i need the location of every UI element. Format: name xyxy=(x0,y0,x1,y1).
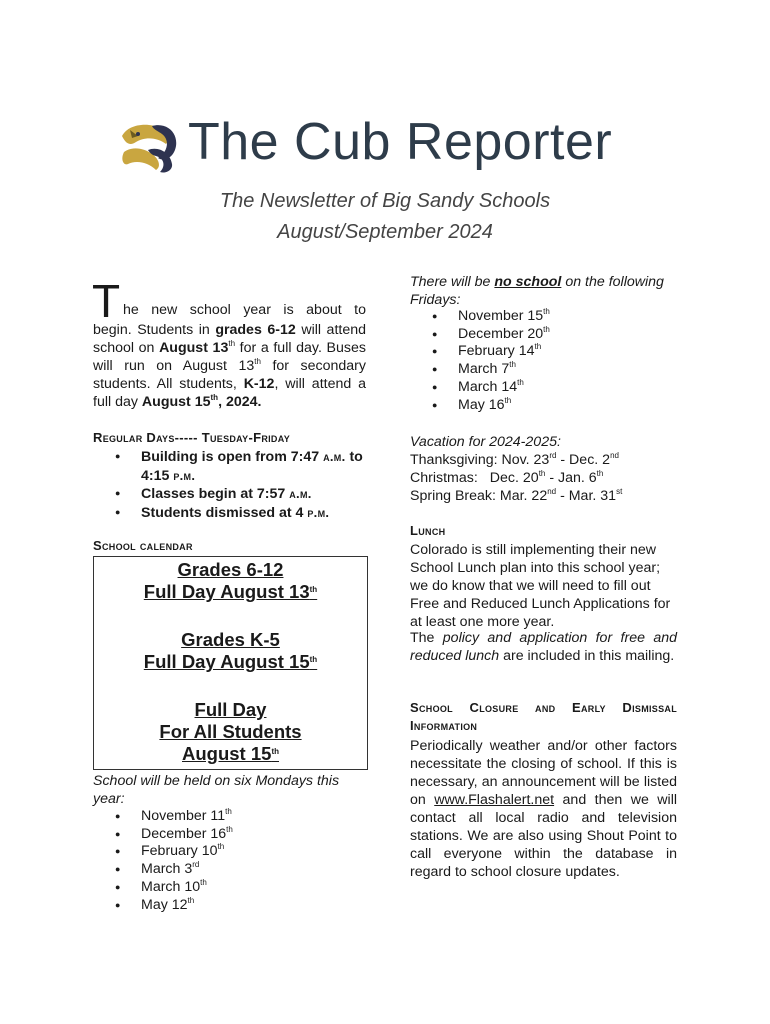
mondays-list xyxy=(93,808,343,914)
calendar-line: Grades K-5 xyxy=(181,629,280,650)
lunch-policy-paragraph: The policy and application for free and reduced lunch are included in this mailing. xyxy=(410,630,677,664)
school-calendar-heading: School calendar xyxy=(93,538,193,553)
list-item: ● March 14th xyxy=(410,379,660,397)
list-item: ● February 14th xyxy=(410,343,660,361)
list-item: ● May 16th xyxy=(410,397,660,415)
newsletter-title: The Cub Reporter xyxy=(188,113,613,171)
school-calendar-box xyxy=(93,556,368,770)
drop-cap: T xyxy=(92,275,121,327)
calendar-line: Full Day August 15th xyxy=(143,651,318,672)
calendar-line: Grades 6-12 xyxy=(177,559,284,580)
calendar-line: For All Students xyxy=(159,721,302,742)
calendar-line: August 15th xyxy=(182,743,279,764)
list-item: ● December 16th xyxy=(93,826,343,844)
regular-days-list xyxy=(93,448,373,523)
mondays-text: School will be held on six Mondays this year: xyxy=(93,773,340,807)
list-item: ● Building is open from 7:47 a.m. to 4:15 p.m. xyxy=(93,448,373,485)
cub-logo-icon xyxy=(118,122,180,174)
vacation-thanksgiving: Thanksgiving: Nov. 23rd - Dec. 2nd xyxy=(410,451,619,468)
list-item: ● May 12th xyxy=(93,897,343,915)
intro-first-line: he new school year is about to xyxy=(123,302,366,318)
list-item: ● March 10th xyxy=(93,879,343,897)
list-item: ● Students dismissed at 4 p.m. xyxy=(93,504,373,523)
calendar-line: Full Day August 13th xyxy=(143,581,318,602)
vacation-heading: Vacation for 2024-2025: xyxy=(410,434,561,450)
vacation-spring-break: Spring Break: Mar. 22nd - Mar. 31st xyxy=(410,487,623,504)
list-item: ● December 20th xyxy=(410,326,660,344)
list-item: ● February 10th xyxy=(93,843,343,861)
flashalert-link[interactable]: www.Flashalert.net xyxy=(434,792,555,808)
list-item: ● March 7th xyxy=(410,361,660,379)
masthead xyxy=(118,113,678,180)
calendar-line: Full Day xyxy=(194,699,267,720)
issue-date: August/September 2024 xyxy=(277,221,493,243)
fridays-text: There will be no school on the following Fridays: xyxy=(410,274,664,308)
fridays-list xyxy=(410,308,660,414)
list-item: ● November 11th xyxy=(93,808,343,826)
list-item: ● Classes begin at 7:57 a.m. xyxy=(93,485,373,504)
lunch-paragraph: Colorado is still implementing their new School Lunch plan into this school year; we do know that we will need to fill out Free and Reduced Lunch Applications for at least one more year. xyxy=(410,542,671,630)
regular-days-heading: Regular Days----- Tuesday-Friday xyxy=(93,430,290,445)
list-item: ● November 15th xyxy=(410,308,660,326)
newsletter-subtitle: The Newsletter of Big Sandy Schools xyxy=(219,190,551,212)
closure-heading: School Closure and Early Dismissal Information xyxy=(410,700,677,733)
lunch-heading: Lunch xyxy=(410,523,446,538)
vacation-christmas: Christmas: Dec. 20th - Jan. 6th xyxy=(410,469,604,486)
list-item: ● March 3rd xyxy=(93,861,343,879)
intro-paragraph: begin. Students in grades 6-12 will attend school on August 13th for a full day. Buses will run on August 13th for secondary students. All students, K-12, will attend a full day August 15th, 2024. xyxy=(93,322,366,410)
closure-paragraph: Periodically weather and/or other factors necessitate the closing of school. If this is necessary, an announcement will be listed on www.Flashalert.net and then we will contact all local radio and television stations. We are also using Shout Point to call everyone within the database in regard to school closure updates. xyxy=(410,738,677,880)
